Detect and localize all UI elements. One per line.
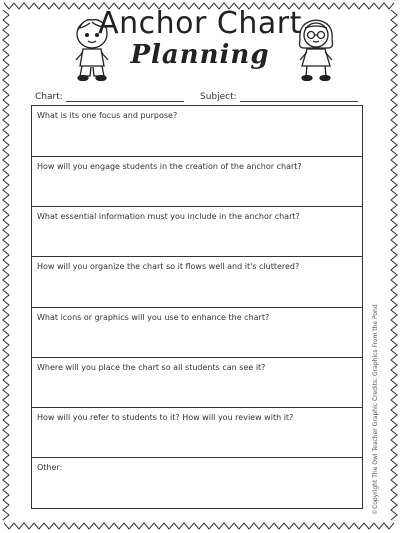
page-title: Anchor Chart [98,6,302,41]
zigzag-border-right [390,10,398,522]
question-cell-graphics[interactable] [32,308,362,358]
subject-field-line[interactable] [240,92,358,102]
subject-field[interactable] [200,92,358,102]
question-cell-essential[interactable] [32,207,362,257]
question-label: How will you organize the chart so it flows well and it's cluttered? [37,262,300,271]
question-label: What icons or graphics will you use to enhance the chart? [37,313,270,322]
planning-grid [31,105,363,509]
question-label: How will you refer to students to it? How will you review with it? [37,413,294,422]
page-subtitle: Planning [130,40,270,70]
question-cell-other[interactable] [32,458,362,508]
question-cell-review[interactable] [32,408,362,458]
question-label: What is its one focus and purpose? [37,111,178,120]
question-cell-focus[interactable] [32,106,362,157]
question-cell-placement[interactable] [32,358,362,408]
question-label: How will you engage students in the creation of the anchor chart? [37,162,302,171]
chart-field-line[interactable] [66,92,184,102]
chart-field[interactable] [35,92,184,102]
zigzag-border-left [2,10,10,522]
question-cell-organize[interactable] [32,257,362,308]
question-label: What essential information must you include in the anchor chart? [37,212,300,221]
zigzag-border-bottom [4,522,396,530]
question-cell-engage[interactable] [32,157,362,207]
chart-field-label: Chart: [35,92,63,102]
subject-field-label: Subject: [200,92,237,102]
question-label: Where will you place the chart so all students can see it? [37,363,266,372]
copyright-credit: ©Copyright The Owl Teacher Graphic Credits: Graphics From the Pond [372,304,379,515]
question-label: Other: [37,463,63,472]
